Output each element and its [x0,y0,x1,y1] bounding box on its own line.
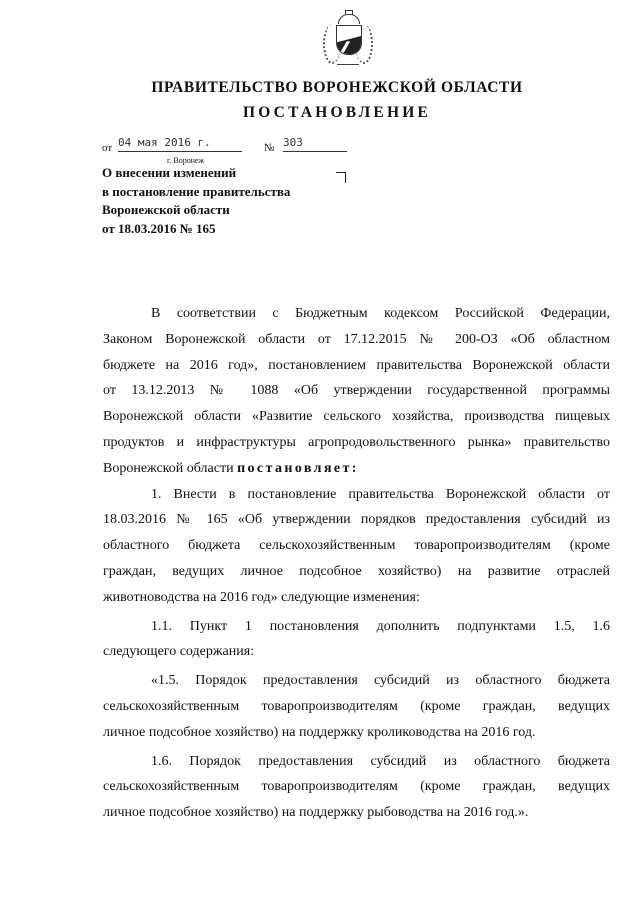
subject-corner-mark [336,172,346,183]
item-1-6-line: личное подсобное хозяйство) на поддержку рыбоводства на 2016 год.». [103,805,529,821]
subject-line: от 18.03.2016 № 165 [102,220,216,236]
item-1-line: граждан, ведущих личное подсобное хозяйство) на развитие отраслей [103,563,610,579]
body-line: бюджете на 2016 год», постановлением правительства Воронежской области [103,357,610,373]
item-1-line: 18.03.2016 № 165 «Об утверждении порядков предоставления субсидий из [103,512,610,528]
government-title: ПРАВИТЕЛЬСТВО ВОРОНЕЖСКОЙ ОБЛАСТИ [151,79,523,96]
item-1-5-line: личное подсобное хозяйство) на поддержку кролиководства на 2016 год. [103,724,536,740]
body-line: Воронежской области «Развитие сельского хозяйства, производства пищевых [103,409,610,425]
body-line: Законом Воронежской области от 17.12.2015 № 200-ОЗ «Об областном [103,331,610,347]
item-1-1-line: следующего содержания: [103,644,255,660]
document-body [103,301,610,826]
decree-word: постановляет: [237,460,359,476]
body-line: от 13.12.2013 № 1088 «Об утверждении государственной программы [103,383,610,399]
subject-line: О внесении изменений [102,165,237,180]
coat-of-arms-icon [323,14,373,72]
item-1-6-line: 1.6. Порядок предоставления субсидий из областного бюджета [151,753,610,769]
subject-line: Воронежской области [102,202,230,218]
document-type-title: ПОСТАНОВЛЕНИЕ [242,104,432,121]
date-field: 04 мая 2016 г. [118,137,242,152]
item-1-line: областного бюджета сельскохозяйственным товаропроизводителям (кроме [103,538,610,554]
number-prefix: № [264,142,275,154]
subject-line: в постановление правительства [102,183,291,199]
item-1-5-line: «1.5. Порядок предоставления субсидий из областного бюджета [151,673,610,689]
item-1-1-line: 1.1. Пункт 1 постановления дополнить подпунктами 1.5, 1.6 [151,618,610,634]
subject-block [102,164,362,238]
body-line: В соответствии с Бюджетным кодексом Российской Федерации, [151,306,610,321]
body-line: продуктов и инфраструктуры агропродовольственного рынка» правительство [103,434,610,450]
date-prefix: от [102,142,113,154]
body-line-text: Воронежской области [103,460,238,476]
body-line [103,456,610,482]
city-label: г. Воронеж [167,156,205,165]
date-number-line [102,137,362,157]
item-1-line: 1. Внести в постановление правительства Воронежской области от [151,486,610,502]
item-1-5-line: сельскохозяйственным товаропроизводителям (кроме граждан, ведущих [103,698,610,714]
number-field: 303 [283,137,347,152]
item-1-line: животноводства на 2016 год» следующие изменения: [103,589,420,605]
item-1-6-line: сельскохозяйственным товаропроизводителям (кроме граждан, ведущих [103,779,610,795]
